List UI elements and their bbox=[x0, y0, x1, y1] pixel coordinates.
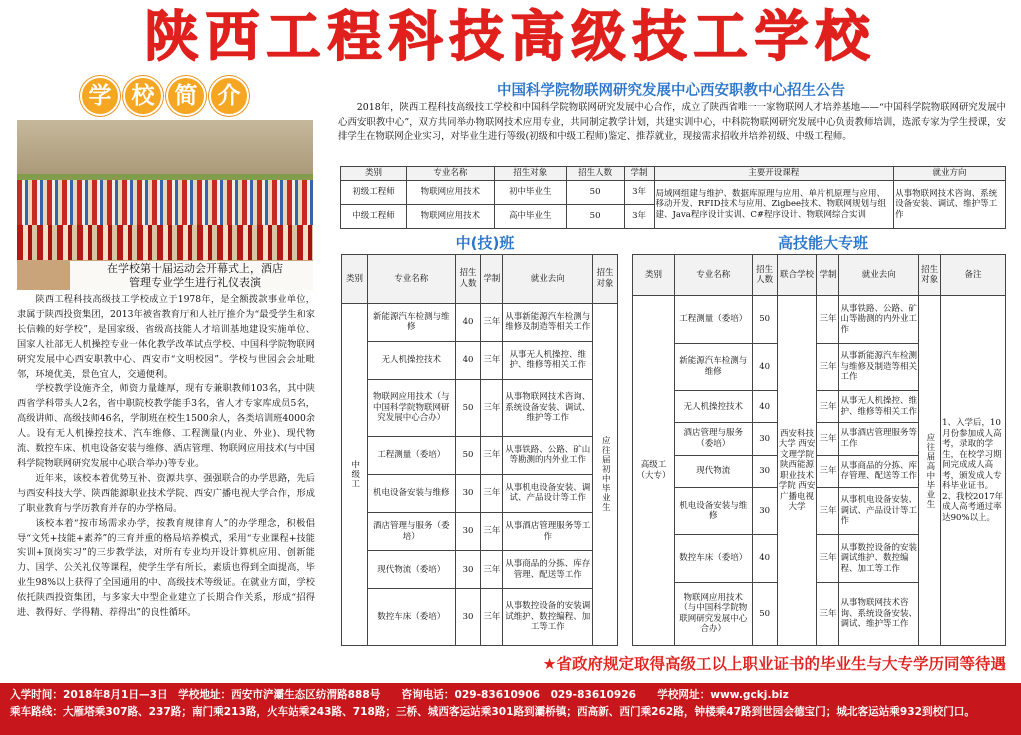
table-cell: 50 bbox=[566, 205, 624, 229]
duration-cell: 三年 bbox=[817, 455, 839, 487]
mid-program-table bbox=[341, 254, 618, 646]
duration-cell: 三年 bbox=[817, 487, 839, 535]
major-cell: 机电设备安装与维修 bbox=[367, 474, 455, 512]
table-cell: 物联网应用技术 bbox=[406, 205, 494, 229]
table-row bbox=[342, 341, 618, 379]
intro-label-char: 校 bbox=[123, 76, 163, 116]
major-cell: 新能源汽车检测与维修 bbox=[674, 343, 752, 391]
duration-cell: 三年 bbox=[481, 474, 503, 512]
college-program-rows bbox=[633, 296, 1006, 646]
major-cell: 机电设备安装与维修 bbox=[674, 487, 752, 535]
job-cell: 从事酒店管理服务等工作 bbox=[503, 513, 593, 551]
table-header: 类别 bbox=[633, 255, 675, 296]
quota-cell: 40 bbox=[752, 535, 777, 583]
table-row bbox=[342, 513, 618, 551]
quota-cell: 30 bbox=[455, 589, 481, 646]
target-cell: 应往届高中毕业生 bbox=[919, 296, 941, 646]
intro-label bbox=[80, 76, 249, 116]
table-row bbox=[342, 589, 618, 646]
job-cell: 从事铁路、公路、矿山等勘测的内外业工作 bbox=[839, 296, 919, 344]
college-program-table bbox=[632, 254, 1006, 646]
job-cell: 从事物联网技术咨询、系统设备安装、调试、维护等工作 bbox=[839, 582, 919, 645]
photo-caption bbox=[70, 261, 320, 291]
duration-cell: 三年 bbox=[817, 296, 839, 344]
table-header: 就业去向 bbox=[503, 255, 593, 304]
enrollment-info-line: 入学时间：2018年8月1日—3日 学校地址：西安市浐灞生态区纺渭路888号 咨询电话：029-83610906 029-83610926 学校网址：www.gckj.biz bbox=[10, 689, 789, 701]
quota-cell: 30 bbox=[455, 513, 481, 551]
major-cell: 物联网应用技术（与中国科学院物联网研究发展中心合办） bbox=[367, 380, 455, 436]
job-cell: 从事物联网技术咨询、系统设备安装、调试、维护等工作 bbox=[503, 380, 593, 436]
job-cell: 从事数控设备的安装调试维护、数控编程、加工等工作 bbox=[839, 535, 919, 583]
photo-caption-line: 管理专业学生进行礼仪表演 bbox=[129, 276, 261, 289]
partner-schools-cell: 西安科技大学 西安文理学院 陕西能源职业技术学院 西安广播电视大学 bbox=[777, 296, 817, 646]
announcement-body bbox=[338, 101, 1006, 163]
table-header: 专业名称 bbox=[367, 255, 455, 304]
job-cell: 从事新能源汽车检测与维修及制造等相关工作 bbox=[503, 303, 593, 341]
major-cell: 现代物流 bbox=[674, 455, 752, 487]
table-header: 招生对象 bbox=[919, 255, 941, 296]
major-cell: 物联网应用技术（与中国科学院物联网研究发展中心合办） bbox=[674, 582, 752, 645]
table-cell: 初中毕业生 bbox=[494, 181, 566, 205]
intro-paragraph: 陕西工程科技高级技工学校成立于1978年，是全额拨款事业单位，隶属于陕西投资集团，2013年被省教育厅和人社厅推介为“最受学生和家长信赖的好学校”，是国家级、省级高技能人才培训基地建设实施单位、国家人社部无人机操控专业一体化教学改革试点学校、中国科学院物联网研究发展中心西安职教中心、西安市“文明校园”。学校与世园会会址毗邻，环境优美，景色宜人，交通便利。 bbox=[17, 294, 315, 380]
quota-cell: 30 bbox=[752, 487, 777, 535]
table-row bbox=[342, 436, 618, 474]
duration-cell: 三年 bbox=[481, 380, 503, 436]
quota-cell: 50 bbox=[752, 296, 777, 344]
photo-caption-line: 在学校第十届运动会开幕式上，酒店 bbox=[107, 262, 283, 275]
school-intro-text bbox=[17, 293, 315, 675]
quota-cell: 50 bbox=[455, 436, 481, 474]
table-header: 就业去向 bbox=[839, 255, 919, 296]
duration-cell: 三年 bbox=[481, 589, 503, 646]
bus-route-line: 乘车路线：大雁塔乘307路、237路；南门乘213路，火车站乘243路、718路；三桥、城西客运站乘301路到灞桥镇；西高新、西门乘262路，钟楼乘47路到世园会德宝门；城北客运站乘932到校门口。 bbox=[10, 706, 975, 718]
quota-cell: 40 bbox=[455, 341, 481, 379]
photo-building bbox=[17, 120, 313, 174]
table-cell: 高中毕业生 bbox=[494, 205, 566, 229]
page-title: 陕西工程科技高级技工学校 bbox=[144, 5, 877, 68]
job-cell: 从事酒店管理服务等工作 bbox=[839, 423, 919, 455]
major-cell: 酒店管理与服务（委培） bbox=[367, 513, 455, 551]
table-row bbox=[342, 303, 618, 341]
quota-cell: 40 bbox=[752, 343, 777, 391]
intro-paragraph: 学校教学设施齐全，师资力量雄厚，现有专兼职教师103名，其中陕西省学科带头人2名，省中职院校教学能手3名，省人才专家库成员5名，高级讲师、高级技师46名，学制班在校生1500余人，各类培训班4000余人。设有无人机操控技术、汽车维修、工程测量(内业、外业)、现代物流、数控车床、机电设备安装与维修、酒店管理、物联网应用技术(与中国科学院物联网研究发展中心联合举办)等专业。 bbox=[17, 383, 315, 469]
duration-cell: 三年 bbox=[481, 551, 503, 589]
quota-cell: 40 bbox=[752, 391, 777, 423]
job-cell: 从事铁路、公路、矿山等勘测的内外业工作 bbox=[503, 436, 593, 474]
intro-label-char: 简 bbox=[166, 76, 206, 116]
job-cell: 从事商品的分拣、库存管理、配送等工作 bbox=[839, 455, 919, 487]
major-cell: 数控车床（委培） bbox=[674, 535, 752, 583]
table-header: 专业名称 bbox=[406, 167, 494, 181]
table-header-row bbox=[342, 255, 618, 304]
intro-paragraph: 近年来，该校本着优势互补、资源共享、强强联合的办学思路，先后与西安科技大学、陕西能源职业技术学院、西安广播电视大学合作，形成了职业教育与学历教育并存的办学格局。 bbox=[17, 472, 315, 514]
job-cell: 从事机电设备安装、调试、产品设计等工作 bbox=[839, 487, 919, 535]
table-header: 招生人数 bbox=[752, 255, 777, 296]
duration-cell: 三年 bbox=[481, 513, 503, 551]
announcement-title: 中国科学院物联网研究发展中心西安职教中心招生公告 bbox=[497, 83, 845, 99]
quota-cell: 40 bbox=[455, 303, 481, 341]
table-header-row bbox=[633, 255, 1006, 296]
table-header: 类别 bbox=[342, 255, 368, 304]
table-header: 学制 bbox=[624, 167, 654, 181]
duration-cell: 三年 bbox=[817, 423, 839, 455]
major-cell: 数控车床（委培） bbox=[367, 589, 455, 646]
photo-performers bbox=[17, 225, 313, 261]
note-cell: 1、入学后，10月份参加成人高考，录取的学生，在校学习期间完成成人高考，颁发成人专科毕业证书。2、我校2017年成人高考通过率达90%以上。 bbox=[941, 296, 1006, 646]
duration-cell: 三年 bbox=[481, 341, 503, 379]
job-cell: 从事无人机操控、维护、维修等相关工作 bbox=[503, 341, 593, 379]
target-cell: 应往届初中毕业生 bbox=[593, 303, 618, 645]
category-cell: 高级工（大专） bbox=[633, 296, 675, 646]
mid-program-title: 中(技)班 bbox=[455, 234, 515, 252]
table-header: 备注 bbox=[941, 255, 1006, 296]
major-cell: 工程测量（委培） bbox=[674, 296, 752, 344]
quota-cell: 30 bbox=[455, 474, 481, 512]
table-header: 学制 bbox=[481, 255, 503, 304]
table-cell: 中级工程师 bbox=[341, 205, 407, 229]
table-row bbox=[342, 474, 618, 512]
duration-cell: 三年 bbox=[817, 535, 839, 583]
table-row bbox=[342, 380, 618, 436]
table-cell: 物联网应用技术 bbox=[406, 181, 494, 205]
table-cell: 3年 bbox=[624, 181, 654, 205]
major-cell: 工程测量（委培） bbox=[367, 436, 455, 474]
table-header: 就业方向 bbox=[894, 167, 1006, 181]
contact-footer bbox=[0, 683, 1021, 735]
table-cell: 3年 bbox=[624, 205, 654, 229]
table-header: 联合学校 bbox=[777, 255, 817, 296]
table-header: 学制 bbox=[817, 255, 839, 296]
job-cell: 从事商品的分拣、库存管理、配送等工作 bbox=[503, 551, 593, 589]
quota-cell: 50 bbox=[752, 582, 777, 645]
job-cell: 从事新能源汽车检测与维修及制造等相关工作 bbox=[839, 343, 919, 391]
table-header-row bbox=[341, 167, 1006, 181]
equivalence-slogan: ★省政府规定取得高级工以上职业证书的毕业生与大专学历同等待遇 bbox=[542, 655, 1006, 673]
job-cell: 从事机电设备安装、调试、产品设计等工作 bbox=[503, 474, 593, 512]
iot-engineer-table bbox=[340, 166, 1006, 229]
duration-cell: 三年 bbox=[481, 303, 503, 341]
major-cell: 酒店管理与服务（委培） bbox=[674, 423, 752, 455]
college-program-title: 高技能大专班 bbox=[777, 234, 868, 252]
major-cell: 无人机操控技术 bbox=[674, 391, 752, 423]
table-cell: 初级工程师 bbox=[341, 181, 407, 205]
table-header: 类别 bbox=[341, 167, 407, 181]
table-row bbox=[342, 551, 618, 589]
job-cell: 从事无人机操控、维护、维修等相关工作 bbox=[839, 391, 919, 423]
quota-cell: 30 bbox=[752, 423, 777, 455]
table-header: 招生对象 bbox=[494, 167, 566, 181]
quota-cell: 30 bbox=[455, 551, 481, 589]
table-header: 主要开设课程 bbox=[654, 167, 894, 181]
table-cell-courses: 局域网组建与维护、数据库原理与应用、单片机原理与应用、移动开发、RFID技术与应用、Zigbee技术、物联网规划与组建、Java程序设计实训、C#程序设计、物联网综合实训 bbox=[654, 181, 894, 229]
duration-cell: 三年 bbox=[817, 391, 839, 423]
intro-label-char: 学 bbox=[80, 76, 120, 116]
quota-cell: 30 bbox=[752, 455, 777, 487]
table-row bbox=[341, 181, 1006, 205]
major-cell: 现代物流（委培） bbox=[367, 551, 455, 589]
duration-cell: 三年 bbox=[817, 343, 839, 391]
table-header: 招生人数 bbox=[566, 167, 624, 181]
intro-paragraph: 该校本着“按市场需求办学，按教育规律育人”的办学理念，积极倡导“文凭+技能+素养”的三育并重的格局培养模式，采用“专业课程+技能实训+顶岗实习”的三步教学法，对所有专业均开设计算机应用、创新能力、国学、公关礼仪等课程，使学生学有所长，素质也得到全面提高，毕业生98%以上获得了全国通用的中、高级技术等级证。在就业方面，学校依托陕西投资集团，与多家大中型企业建立了长期合作关系，形成“招得进、教得好、学得精、荐得出”的良性循环。 bbox=[17, 517, 315, 619]
major-cell: 新能源汽车检测与维修 bbox=[367, 303, 455, 341]
table-cell-employment: 从事物联网技术咨询、系统设备安装、调试、维护等工作 bbox=[894, 181, 1006, 229]
duration-cell: 三年 bbox=[481, 436, 503, 474]
announcement-paragraph: 2018年，陕西工程科技高级技工学校和中国科学院物联网研究发展中心合作，成立了陕西省唯一一家物联网人才培养基地——“中国科学院物联网研究发展中心西安职教中心”，双方共同举办物联网技术应用专业，共同制定教学计划，共建实训中心，中科院物联网研究发展中心负责教师培训，选派专家为学生授课，安排学生在物联网企业实习，对毕业生进行等级(初级和中级工程师)鉴定、推荐就业，现接需求招收并培养初级、中级工程师。 bbox=[338, 102, 1006, 142]
mid-program-rows bbox=[342, 303, 618, 645]
table-row bbox=[633, 296, 1006, 344]
table-header: 专业名称 bbox=[674, 255, 752, 296]
major-cell: 无人机操控技术 bbox=[367, 341, 455, 379]
intro-label-char: 介 bbox=[209, 76, 249, 116]
job-cell: 从事数控设备的安装调试维护、数控编程、加工等工作 bbox=[503, 589, 593, 646]
duration-cell: 三年 bbox=[817, 582, 839, 645]
category-cell: 中级工 bbox=[342, 303, 368, 645]
quota-cell: 50 bbox=[455, 380, 481, 436]
table-header: 招生人数 bbox=[455, 255, 481, 304]
table-cell: 50 bbox=[566, 181, 624, 205]
table-header: 招生对象 bbox=[593, 255, 618, 304]
